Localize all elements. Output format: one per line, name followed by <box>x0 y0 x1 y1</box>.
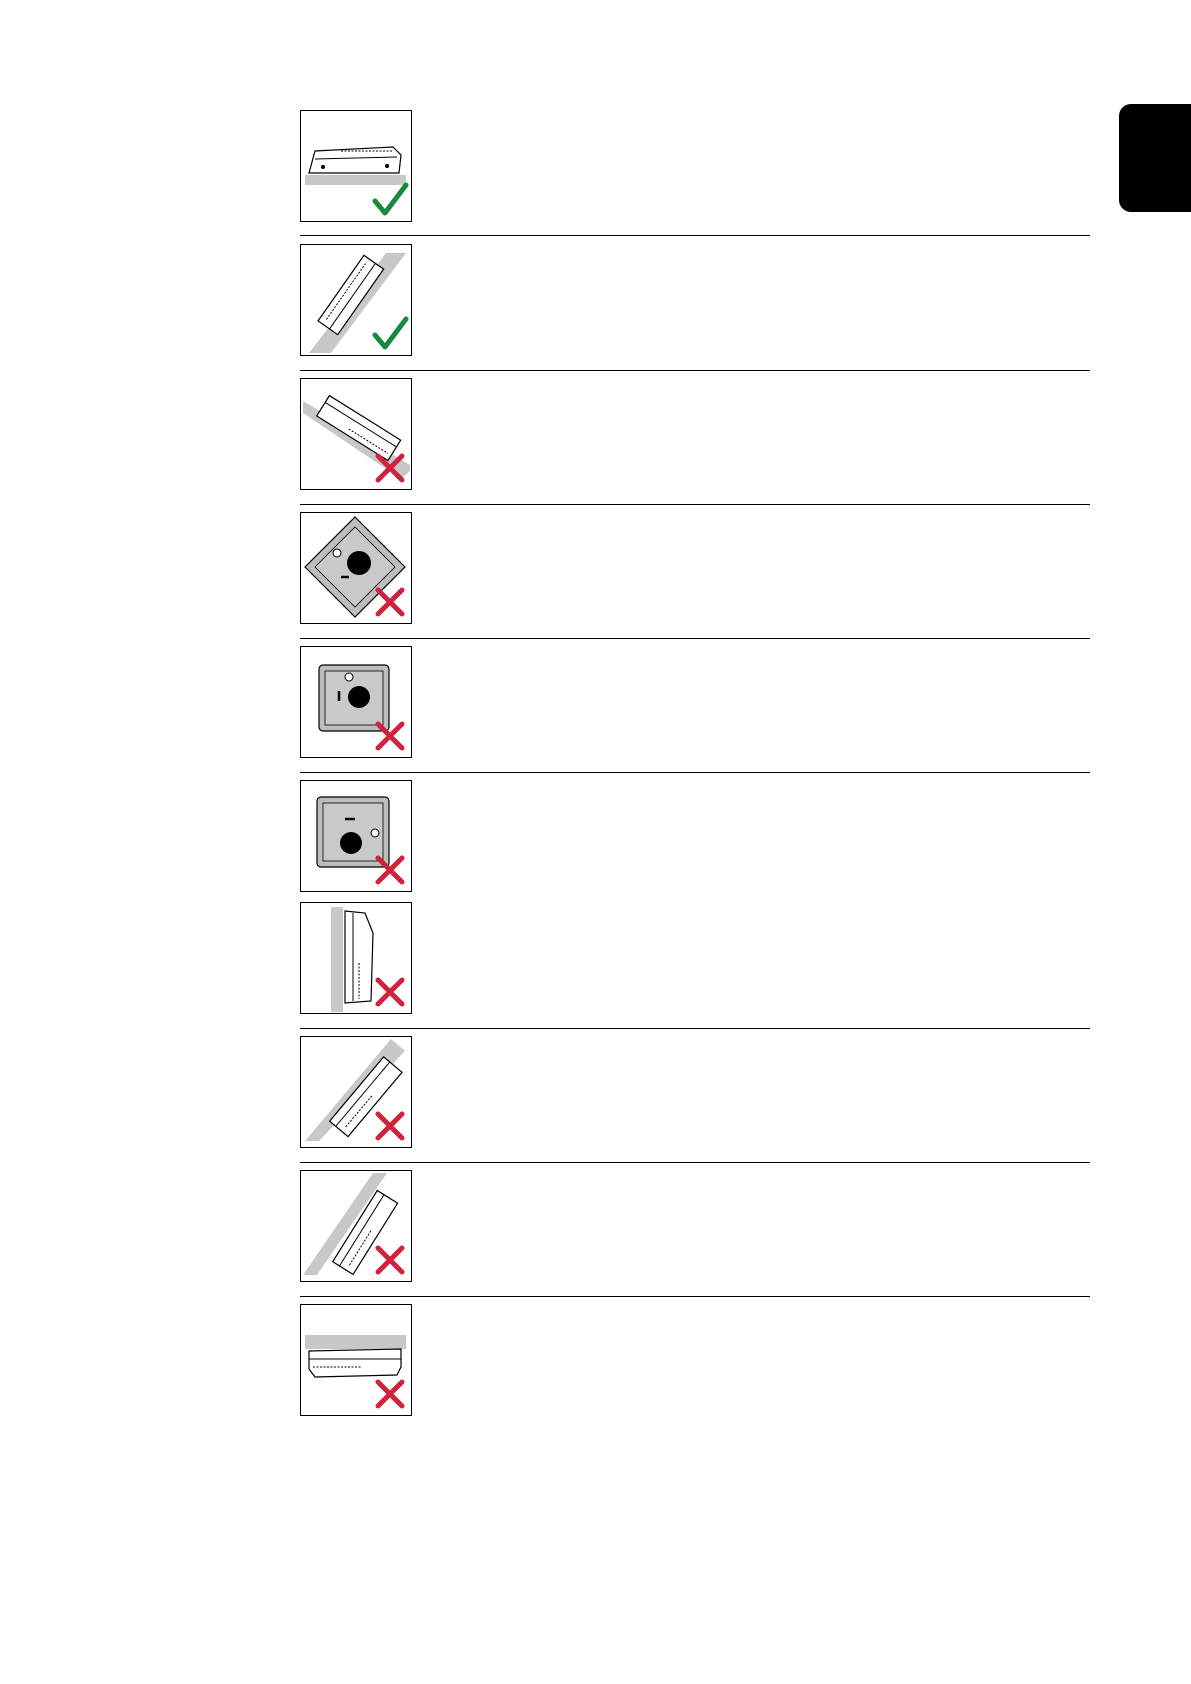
mounting-position-row <box>300 110 1090 236</box>
mounting-position-row <box>300 244 1090 371</box>
cross-icon <box>371 1107 409 1145</box>
mounting-position-row <box>300 512 1090 639</box>
device-rotated-90-icon <box>300 646 412 758</box>
tilted-device-facing-up-steep-icon <box>300 1170 412 1282</box>
cross-icon <box>371 1241 409 1279</box>
mounting-position-row <box>300 646 1090 773</box>
device-hanging-below-ceiling-icon <box>300 1304 412 1416</box>
mounting-position-row <box>300 1170 1090 1297</box>
cross-icon <box>371 717 409 755</box>
mounting-position-row <box>300 378 1090 505</box>
device-rotated-diagonal-icon <box>300 512 412 624</box>
tilted-device-on-sloped-ceiling-icon <box>300 378 412 490</box>
cross-icon <box>371 449 409 487</box>
cross-icon <box>371 851 409 889</box>
cross-icon <box>371 973 409 1011</box>
tilted-device-on-steep-wall-icon <box>300 244 412 356</box>
cross-icon <box>371 1375 409 1413</box>
device-on-wall-connections-down-icon <box>300 902 412 1014</box>
horizontal-device-below-wall-icon <box>300 110 412 222</box>
mounting-position-row <box>300 780 1090 892</box>
check-icon <box>371 181 409 219</box>
mounting-position-row <box>300 1036 1090 1163</box>
mounting-position-row <box>300 1304 1090 1416</box>
tilted-device-facing-up-icon <box>300 1036 412 1148</box>
check-icon <box>371 315 409 353</box>
device-rotated-270-icon <box>300 780 412 892</box>
cross-icon <box>371 583 409 621</box>
mounting-position-row <box>300 902 1090 1029</box>
chapter-tab <box>1119 104 1191 212</box>
